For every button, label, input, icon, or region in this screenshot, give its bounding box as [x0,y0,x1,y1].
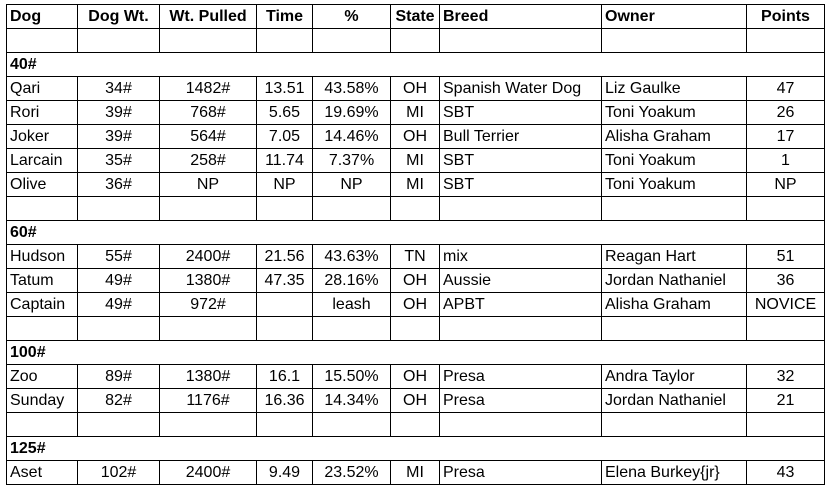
state-cell: OH [391,269,440,293]
points-cell: 36 [747,269,825,293]
blank-cell [160,29,257,53]
table-row [7,101,825,125]
blank-cell [78,413,160,437]
weight-class-label: 60# [7,221,825,245]
blank-cell [257,197,313,221]
points-cell: NP [747,173,825,197]
dog-cell: Joker [7,125,78,149]
breed-cell: mix [440,245,602,269]
blank-cell [257,413,313,437]
table-row [7,125,825,149]
blank-cell [747,317,825,341]
dog-weight-cell: 35# [78,149,160,173]
weight-pulled-cell: 1482# [160,77,257,101]
blank-cell [602,197,747,221]
points-cell: NOVICE [747,293,825,317]
blank-cell [78,29,160,53]
dog-cell: Larcain [7,149,78,173]
time-cell: 47.35 [257,269,313,293]
percent-cell: 14.46% [313,125,391,149]
weight-pulled-cell: 2400# [160,461,257,485]
points-cell: 43 [747,461,825,485]
breed-cell: Spanish Water Dog [440,77,602,101]
breed-cell: APBT [440,293,602,317]
percent-cell: 14.34% [313,389,391,413]
dog-weight-cell: 49# [78,269,160,293]
state-cell: MI [391,101,440,125]
dog-cell: Sunday [7,389,78,413]
dog-cell: Captain [7,293,78,317]
blank-cell [391,29,440,53]
weight-pulled-cell: 972# [160,293,257,317]
header-state: State [391,5,440,29]
time-cell: 5.65 [257,101,313,125]
points-cell: 21 [747,389,825,413]
owner-cell: Reagan Hart [602,245,747,269]
dog-cell: Zoo [7,365,78,389]
points-cell: 17 [747,125,825,149]
owner-cell: Alisha Graham [602,125,747,149]
blank-row [7,197,825,221]
table-row [7,461,825,485]
weight-pulled-cell: 2400# [160,245,257,269]
state-cell: MI [391,173,440,197]
percent-cell: 23.52% [313,461,391,485]
time-cell: NP [257,173,313,197]
weight-pulled-cell: 768# [160,101,257,125]
time-cell: 21.56 [257,245,313,269]
blank-cell [440,197,602,221]
percent-cell: 7.37% [313,149,391,173]
state-cell: OH [391,389,440,413]
weight-class-label: 40# [7,53,825,77]
weight-class-row [7,437,825,461]
owner-cell: Liz Gaulke [602,77,747,101]
dog-weight-cell: 82# [78,389,160,413]
blank-cell [440,317,602,341]
dog-cell: Hudson [7,245,78,269]
owner-cell: Jordan Nathaniel [602,389,747,413]
blank-cell [7,317,78,341]
blank-cell [747,29,825,53]
dog-weight-cell: 49# [78,293,160,317]
blank-cell [391,317,440,341]
breed-cell: SBT [440,101,602,125]
percent-cell: 15.50% [313,365,391,389]
time-cell [257,293,313,317]
breed-cell: Bull Terrier [440,125,602,149]
header-dog: Dog [7,5,78,29]
results-table [6,4,825,485]
dog-weight-cell: 102# [78,461,160,485]
dog-cell: Rori [7,101,78,125]
header-weight-pulled: Wt. Pulled [160,5,257,29]
table-row [7,389,825,413]
header-percent: % [313,5,391,29]
weight-class-row [7,53,825,77]
dog-cell: Olive [7,173,78,197]
blank-cell [747,197,825,221]
dog-cell: Qari [7,77,78,101]
state-cell: OH [391,365,440,389]
breed-cell: Aussie [440,269,602,293]
table-row [7,293,825,317]
dog-weight-cell: 89# [78,365,160,389]
header-owner: Owner [602,5,747,29]
breed-cell: Presa [440,365,602,389]
dog-cell: Aset [7,461,78,485]
owner-cell: Elena Burkey{jr} [602,461,747,485]
blank-cell [602,29,747,53]
results-table-body [7,5,825,485]
dog-weight-cell: 39# [78,125,160,149]
owner-cell: Jordan Nathaniel [602,269,747,293]
breed-cell: Presa [440,389,602,413]
dog-weight-cell: 36# [78,173,160,197]
blank-cell [257,317,313,341]
weight-pulled-cell: 1176# [160,389,257,413]
dog-cell: Tatum [7,269,78,293]
weight-class-row [7,341,825,365]
weight-class-row [7,221,825,245]
blank-cell [7,413,78,437]
weight-pulled-cell: NP [160,173,257,197]
weight-pulled-cell: 1380# [160,269,257,293]
breed-cell: Presa [440,461,602,485]
header-time: Time [257,5,313,29]
percent-cell: 43.58% [313,77,391,101]
header-dog-weight: Dog Wt. [78,5,160,29]
blank-cell [78,197,160,221]
blank-row [7,317,825,341]
state-cell: MI [391,461,440,485]
blank-cell [313,413,391,437]
weight-pulled-cell: 564# [160,125,257,149]
blank-cell [313,29,391,53]
dog-weight-cell: 34# [78,77,160,101]
dog-weight-cell: 55# [78,245,160,269]
header-points: Points [747,5,825,29]
breed-cell: SBT [440,173,602,197]
points-cell: 47 [747,77,825,101]
points-cell: 26 [747,101,825,125]
time-cell: 11.74 [257,149,313,173]
percent-cell: 43.63% [313,245,391,269]
percent-cell: 28.16% [313,269,391,293]
blank-cell [747,413,825,437]
weight-class-label: 125# [7,437,825,461]
table-row [7,173,825,197]
owner-cell: Andra Taylor [602,365,747,389]
state-cell: MI [391,149,440,173]
state-cell: OH [391,125,440,149]
state-cell: OH [391,293,440,317]
blank-cell [391,413,440,437]
state-cell: OH [391,77,440,101]
owner-cell: Toni Yoakum [602,173,747,197]
table-row [7,269,825,293]
blank-cell [391,197,440,221]
points-cell: 51 [747,245,825,269]
blank-row [7,29,825,53]
blank-cell [602,317,747,341]
owner-cell: Toni Yoakum [602,149,747,173]
blank-cell [313,317,391,341]
owner-cell: Alisha Graham [602,293,747,317]
blank-cell [440,29,602,53]
blank-cell [313,197,391,221]
blank-row [7,413,825,437]
blank-cell [257,29,313,53]
blank-cell [78,317,160,341]
state-cell: TN [391,245,440,269]
header-row [7,5,825,29]
blank-cell [7,29,78,53]
blank-cell [7,197,78,221]
points-cell: 1 [747,149,825,173]
weight-pulled-cell: 1380# [160,365,257,389]
table-row [7,245,825,269]
weight-pulled-cell: 258# [160,149,257,173]
blank-cell [440,413,602,437]
weight-class-label: 100# [7,341,825,365]
percent-cell: 19.69% [313,101,391,125]
time-cell: 9.49 [257,461,313,485]
percent-cell: NP [313,173,391,197]
percent-cell: leash [313,293,391,317]
time-cell: 13.51 [257,77,313,101]
owner-cell: Toni Yoakum [602,101,747,125]
breed-cell: SBT [440,149,602,173]
blank-cell [602,413,747,437]
header-breed: Breed [440,5,602,29]
points-cell: 32 [747,365,825,389]
time-cell: 16.36 [257,389,313,413]
blank-cell [160,317,257,341]
time-cell: 7.05 [257,125,313,149]
blank-cell [160,197,257,221]
dog-weight-cell: 39# [78,101,160,125]
table-row [7,149,825,173]
table-row [7,365,825,389]
time-cell: 16.1 [257,365,313,389]
table-row [7,77,825,101]
blank-cell [160,413,257,437]
